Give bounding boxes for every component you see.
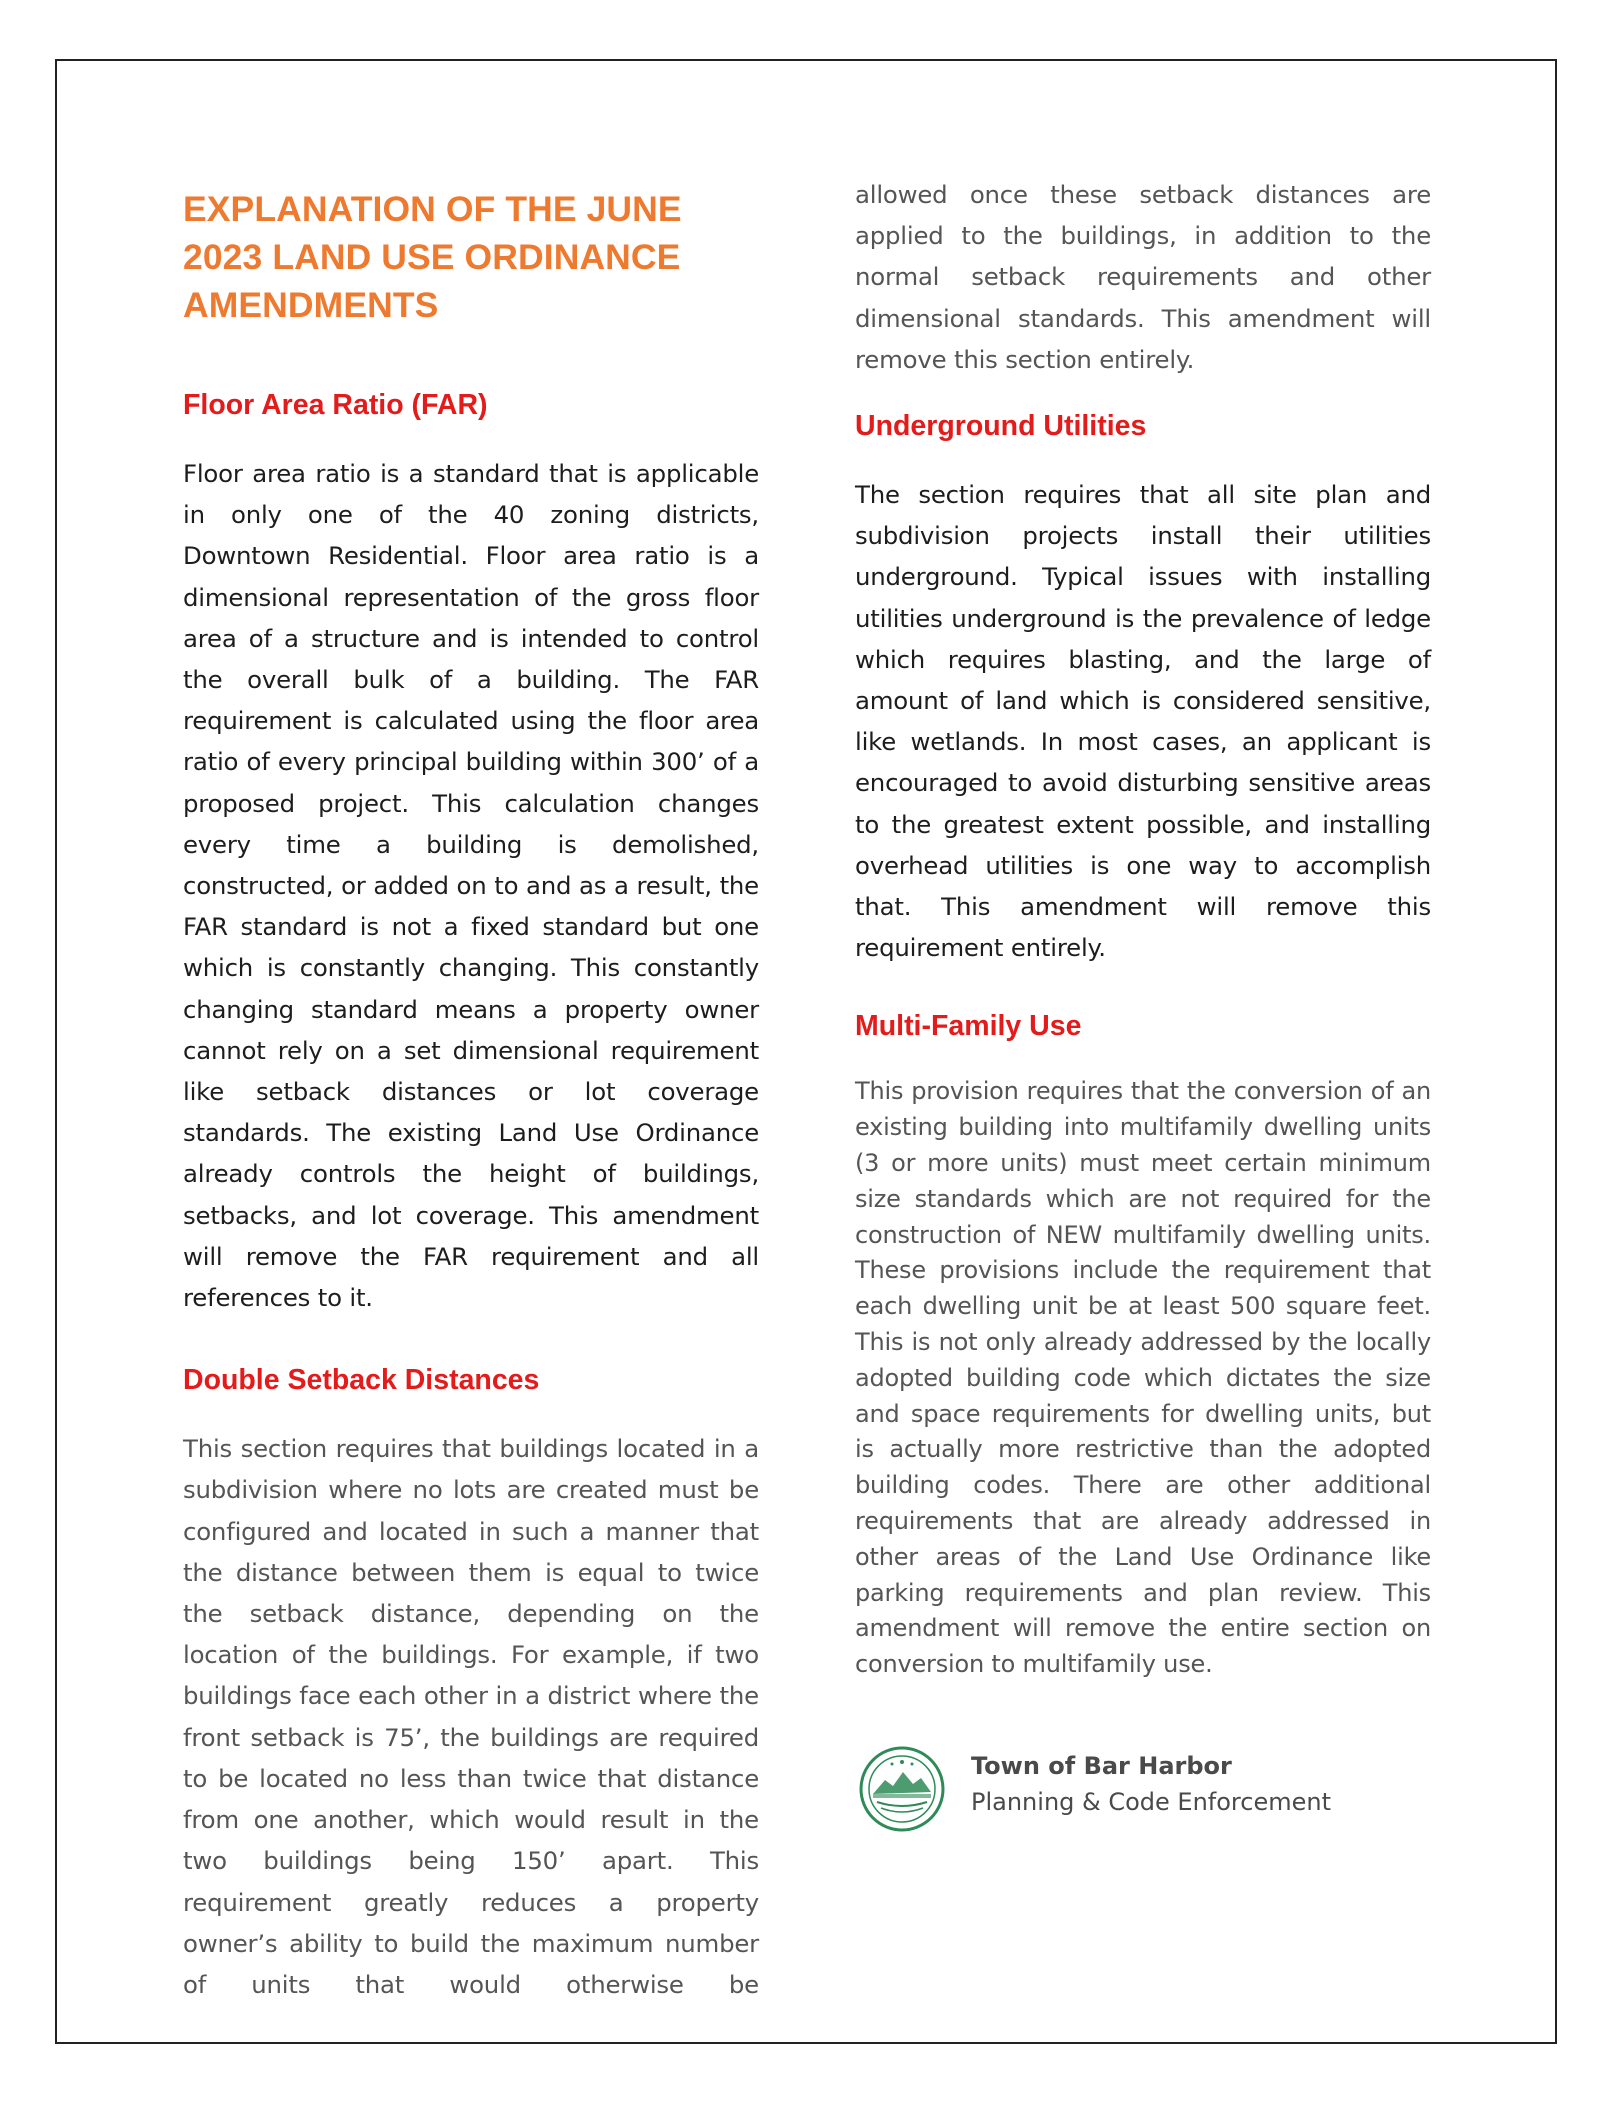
far-body: Floor area ratio is a standard that is applicable in only one of the 40 zoning districts, Downtown Residential. Floor area ratio is a dimensional representation of the gross floor area of a structure and is intended to control the overall bulk of a building. The FAR requirement is calculated using the floor area ratio of every principal building within 300’ of a proposed project. This calculation changes every time a building is demolished, constructed, or added on to and as a result, the FAR standard is not a fixed standard but one which is constantly changing. This constantly changing standard means a property owner cannot rely on a set dimensional requirement like setback distances or lot coverage standards. The existing Land Use Ordinance already controls the height of buildings, setbacks, and lot coverage. This amendment will remove the FAR requirement and all references to it.	[183, 459, 759, 1313]
department-name: Planning & Code Enforcement	[971, 1788, 1331, 1816]
multifamily-body: This provision requires that the conversion of an existing building into multifamily dwelling units (3 or more units) must meet certain minimum size standards which are not required for the construction of NEW multifamily dwelling units. These provisions include the requirement that each dwelling unit be at least 500 square feet. This is not only already addressed by the locally adopted building code which dictates the size and space requirements for dwelling units, but is actually more restrictive than the adopted building codes. There are other additional requirements that are already addressed in other areas of the Land Use Ordinance like parking requirements and plan review. This amendment will remove the entire section on conversion to multifamily use.	[855, 1077, 1431, 1679]
town-seal-icon	[859, 1746, 945, 1832]
double-setback-body-part2: allowed once these setback distances are applied to the buildings, in addition to the normal setback requirements and other dimensional standards. This amendment will remove this section entirely.	[855, 180, 1431, 374]
underground-body: The section requires that all site plan and subdivision projects install their utilities underground. Typical issues with installing utilities underground is the prevalence of ledge which requires blasting, and the large of amount of land which is considered sensitive, like wetlands. In most cases, an applicant is encouraged to avoid disturbing sensitive areas to the greatest extent possible, and installing overhead utilities is one way to accomplish that. This amendment will remove this requirement entirely.	[855, 480, 1431, 963]
left-column	[183, 185, 759, 2039]
document-title: EXPLANATION OF THE JUNE 2023 LAND USE ORDINANCE AMENDMENTS	[183, 189, 682, 325]
town-name: Town of Bar Harbor	[971, 1752, 1232, 1780]
double-setback-body-part1: This section requires that buildings located in a subdivision where no lots are created must be configured and located in such a manner that the distance between them is equal to twice the setback distance, depending on the location of the buildings. For example, if two buildings face each other in a district where the front setback is 75’, the buildings are required to be located no less than twice that distance from one another, which would result in the two buildings being 150’ apart. This requirement greatly reduces a property owner’s ability to build the maximum number of units that would otherwise be	[183, 1434, 759, 1999]
footer	[855, 1746, 1431, 1842]
far-heading: Floor Area Ratio (FAR)	[183, 389, 488, 421]
underground-heading: Underground Utilities	[855, 410, 1147, 443]
double-setback-heading: Double Setback Distances	[183, 1364, 540, 1397]
footer-text	[971, 1748, 1331, 1820]
right-column	[855, 180, 1431, 1717]
multifamily-heading: Multi-Family Use	[855, 1010, 1082, 1043]
